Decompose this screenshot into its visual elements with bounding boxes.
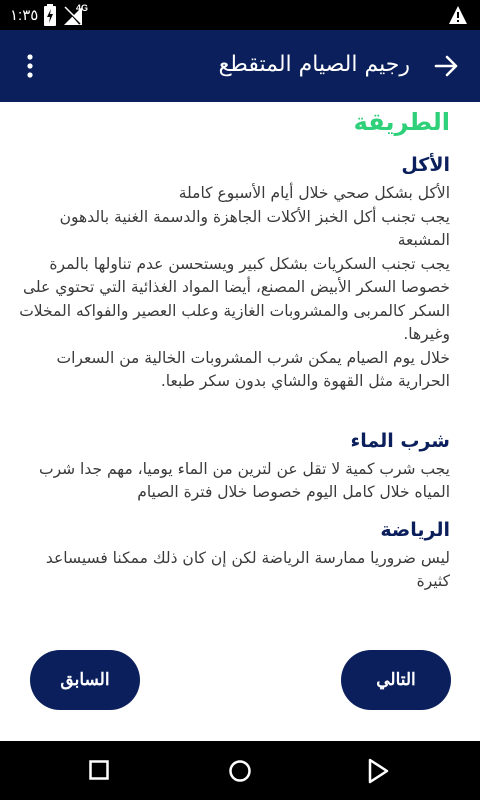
- network-type: 4G: [76, 3, 89, 13]
- previous-button[interactable]: السابق: [30, 650, 140, 710]
- status-bar: [0, 0, 480, 30]
- content-area: [16, 104, 450, 644]
- section-title-water: شرب الماء: [350, 429, 450, 452]
- battery-charging-icon: [44, 4, 56, 30]
- navigation-bar: [0, 741, 480, 800]
- back-triangle-icon[interactable]: [368, 758, 390, 784]
- home-circle-icon[interactable]: [228, 759, 252, 783]
- section-title-sport: الرياضة: [380, 518, 450, 541]
- app-bar: [0, 30, 480, 102]
- method-title: الطريقة: [353, 108, 450, 136]
- recents-square-icon[interactable]: [89, 760, 109, 780]
- section-body-sport: ليس ضروريا ممارسة الرياضة لكن إن كان ذلك ممكنا فسيساعد كثيرة: [45, 548, 450, 590]
- back-arrow-icon[interactable]: [432, 52, 460, 80]
- more-vert-icon[interactable]: [18, 52, 42, 80]
- status-time: ١:٣٥: [10, 7, 39, 24]
- next-button[interactable]: التالي: [341, 650, 451, 710]
- section-body-eating: الأكل بشكل صحي خلال أيام الأسبوع كاملة يجب تجنب أكل الخبز الأكلات الجاهزة والدسمة الغنية بالدهون المشبعة يجب تجنب السكريات بشكل كبير ويستحسن عدم تناولها بالمرة خصوصا السكر الأبيض المصنع، أيضا المواد الغذائية التي تحتوي على السكر كالمربى والمشروبات الغازية وعلب العصير والفواكه المخلات وغيرها. خلال يوم الصيام يمكن شرب المشروبات الخالية من السعرات الحرارية مثل القهوة والشاي بدون سكر طبعا.: [19, 184, 450, 390]
- section-body-water: يجب شرب كمية لا تقل عن لترين من الماء يوميا، مهم جدا شرب المياه خلال كامل اليوم خصوصا خلال فترة الصيام: [38, 459, 450, 501]
- page-title: رجيم الصيام المتقطع: [218, 52, 410, 77]
- alert-icon: [448, 5, 468, 29]
- section-title-eating: الأكل: [401, 154, 450, 176]
